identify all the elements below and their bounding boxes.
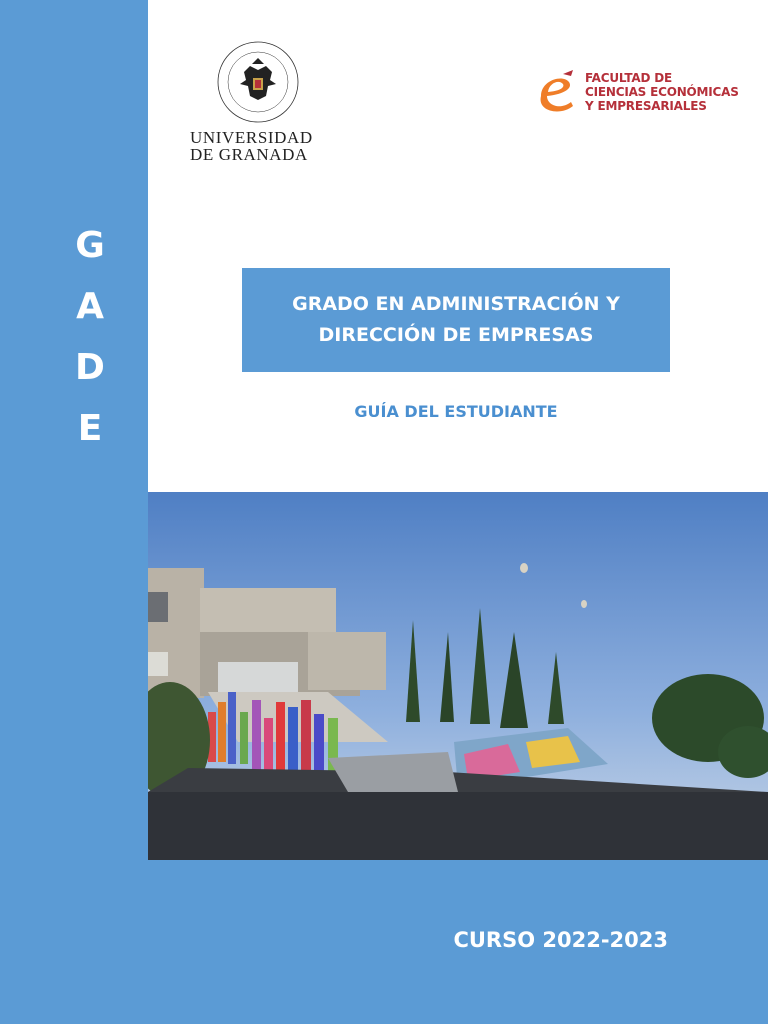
faculty-logo bbox=[533, 68, 739, 116]
acronym-letter: G bbox=[75, 225, 105, 266]
university-name-line2: DE GRANADA bbox=[190, 145, 308, 164]
faculty-e-logo-icon bbox=[533, 68, 581, 116]
university-logo bbox=[188, 40, 328, 163]
university-name-line1: UNIVERSIDAD bbox=[190, 128, 313, 147]
faculty-name-line2: CIENCIAS ECONÓMICAS bbox=[585, 85, 739, 99]
university-seal-icon bbox=[216, 40, 300, 124]
acronym-letter: A bbox=[76, 286, 104, 327]
degree-title-line2: DIRECCIÓN DE EMPRESAS bbox=[318, 324, 594, 346]
course-year: CURSO 2022-2023 bbox=[453, 928, 668, 952]
degree-title-box bbox=[242, 268, 670, 372]
faculty-name-line1: FACULTAD DE bbox=[585, 71, 672, 85]
document-subtitle: GUÍA DEL ESTUDIANTE bbox=[354, 402, 558, 421]
degree-title bbox=[266, 289, 646, 351]
degree-title-line1: GRADO EN ADMINISTRACIÓN Y bbox=[292, 293, 620, 315]
campus-photo-illustration bbox=[148, 492, 768, 860]
campus-photo bbox=[148, 492, 768, 860]
vertical-acronym bbox=[60, 215, 150, 459]
acronym-letter: D bbox=[75, 347, 105, 388]
acronym-letter: E bbox=[77, 408, 103, 449]
faculty-name-line3: Y EMPRESARIALES bbox=[585, 99, 707, 113]
